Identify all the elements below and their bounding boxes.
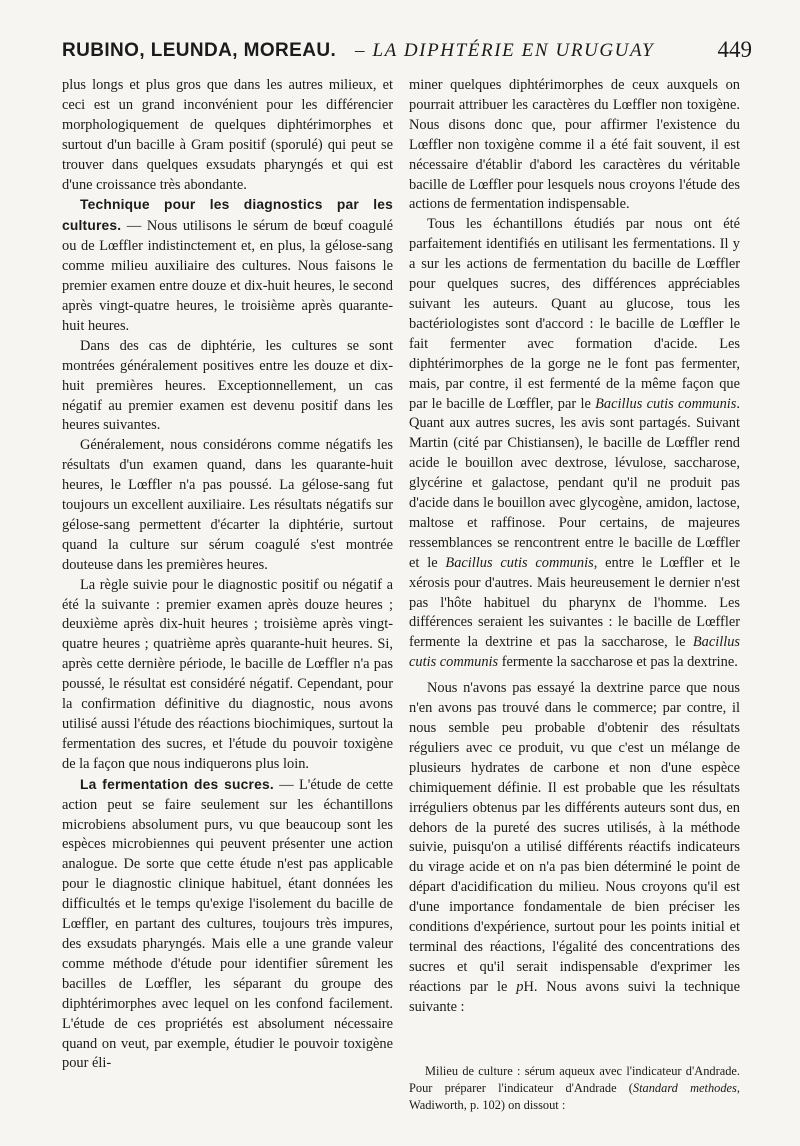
running-header <box>62 37 752 76</box>
species-name: Bacillus cutis communis <box>409 634 741 671</box>
paragraph-continuation-right: miner quelques diphtérimorphes de ceux auxquels on pourrait attribuer les caractères du Lœffler non toxigène. Nous disons donc que, pour affirmer l'existence du Lœffler non toxigène comme il a été fait souvent, il est nécessaire d'établir d'abord les caractères du véritable bacille de Lœffler pour lesquels nous croyons l'étude des actions de fermentation indispensable. <box>409 77 740 213</box>
paragraph-diagnostic-rule: La règle suivie pour le diagnostic positif ou négatif a été la suivante : premier examen après douze heures ; deuxième après dix-huit heures ; troisième après vingt-quatre heures ; quatrième après quarante-huit heures. Si, après cette dernière période, le bacille de Lœffler n'a pas poussé, le résultat est considéré négatif. Cependant, pour la confirmation définitive du diagnostic, nous avons utilisé aussi l'étude des réactions biochimiques, surtout la fermentation des sucres, et l'étude du pouvoir toxigène de la façon que nous indiquerons plus loin. <box>62 576 393 772</box>
header-authors: RUBINO, LEUNDA, MOREAU. <box>62 40 337 61</box>
paragraph-fermentation-text: — L'étude de cette action peut se faire seulement sur les échantillons microbiens absolument purs, vu que beaucoup sont les espèces microbiennes qui peuvent présenter une action analogue. De sorte que cette étude n'est pas applicable pour le diagnostic clinique habituel, étant données les difficultés et le temps qu'exige l'isolement du bacille de Lœffler, en partant des cultures, toujours très impures, des exsudats pharyngés. Mais elle a une grande valeur comme méthode d'étude pour identifier sûrement les bacilles de Lœffler, les séparant du groupe des diphtérimorphes avec lequel on les confond facilement. L'étude de ces propriétés est absolument nécessaire quand on veut, par exemple, étudier le pouvoir toxigène pour éli- <box>62 776 393 1072</box>
text-run: , Wadiworth, p. 102) on dissout : <box>409 1081 740 1112</box>
page-number: 449 <box>717 37 752 62</box>
header-title-group <box>355 40 654 62</box>
header-dash: – <box>355 40 367 61</box>
text-run: Milieu de culture : sérum aqueux avec l'indicateur d'Andrade. Pour préparer l'indicateur d'Andrade ( <box>409 1064 740 1095</box>
left-column <box>62 76 393 1074</box>
paragraph-negative-results: Généralement, nous considérons comme négatifs les résultats d'un examen quand, dans les quarante-huit heures, le Lœffler n'a pas poussé. La gélose-sang fut toujours un excellent auxiliaire. Les résultats négatifs sur gélose-sang permettent d'écarter la diphtérie, surtout quand la culture sur sérum coagulé s'est montrée douteuse dans les premières heures. <box>62 437 393 573</box>
text-run: . Quant aux autres sucres, les avis sont partagés. Suivant Martin (cité par Chistiansen), le bacille de Lœffler rend acide le bouillon avec dextrose, lévulose, saccharose, glycérine et galactose, pendant qu'il ne produit pas d'acide dans le bouillon avec glycogène, amidon, lactose, maltose et raffinose. Pour certains, de majeures ressemblances se rencontrent entre le bacille de Lœffler et le <box>409 395 740 571</box>
species-name: Bacillus cutis communis <box>445 554 594 571</box>
text-run: Tous les échantillons étudiés par nous ont été parfaitement identifiés en utilisant les fermentations. Il y a sur les actions de fermentation du bacille de Lœffler pour quelques sucres, des différences appréciables suivant les auteurs. Quant au glucose, tous les bactériologistes sont d'accord : le bacille de Lœffler le fait fermenter avec formation d'acide. Les diphtérimorphes de la gorge ne le font pas fermenter, mais, par contre, il est fermenté de la même façon que par le bacille de Lœffler, par le <box>409 216 740 412</box>
reference-title: Standard methodes <box>632 1081 737 1095</box>
right-column <box>409 76 740 1018</box>
ph-symbol: p <box>516 978 524 995</box>
footnote-culture-medium <box>409 1063 740 1114</box>
text-run: , entre le Lœffler et le xérosis pour d'autres. Mais heureusement le dernier n'est pas l'hôte habituel du pharynx de l'homme. Les différences seraient les suivantes : le bacille de Lœffler fermente la dextrine et pas la saccharose, le <box>409 554 740 651</box>
text-run: H. Nous avons suivi la technique suivante : <box>409 978 740 1015</box>
section-heading-fermentation: La fermentation des sucres. <box>80 776 274 792</box>
text-run: fermente la saccharose et pas la dextrine. <box>498 654 738 671</box>
section-heading-technique: Technique pour les diagnostics par les cultures. <box>62 197 393 234</box>
paragraph-technique-text: — Nous utilisons le sérum de bœuf coagulé ou de Lœffler indistinctement et, en plus, la gélose-sang comme milieu auxiliaire des cultures. Nous faisons le premier examen entre douze et dix-huit heures, le second après vingt-quatre heures, le troisième après quarante-huit heures. <box>62 218 393 334</box>
paragraph-dextrine <box>409 679 740 1017</box>
paragraph-continuation: plus longs et plus gros que dans les autres milieux, et ceci est un grand inconvénient pour les différencier morphologiquement de quelques diphtérimorphes et surtout d'un bacille à Gram positif (sporulé) qui peut se trouver dans quelques exsudats pharyngés et qui est d'une croissance très abondante. <box>62 77 393 193</box>
text-run: Nous n'avons pas essayé la dextrine parce que nous n'en avons pas trouvé dans le commerce; par contre, il nous semble peu probable d'obtenir des résultats réguliers avec ce produit, vu que c'est un mélange de plusieurs hydrates de carbone et non d'une espèce chimiquement définie. Il est probable que les résultats irréguliers obtenus par les différents auteurs sont dus, en dehors de la pureté des sucres utilisés, à la méthode suivie, puisqu'on a utilisé différents réactifs indicateurs du virage acide et on n'a pas bien déterminé le point de départ d'acidification du milieu. Nous croyons qu'il est d'une importance fondamentale de bien préciser les conditions d'expérience, surtout pour les points initial et terminal des réactions, l'égalité des concentrations des sucres et qu'il serait indispensable d'exprimer les réactions par le <box>409 680 740 995</box>
paragraph-fermentation <box>62 775 393 1075</box>
paragraph-diphtheria-cases: Dans des cas de diphtérie, les cultures se sont montrées généralement positives entre les douze et dix-huit premières heures. Exceptionnellement, un cas négatif au premier examen est devenu positif dans les heures suivantes. <box>62 337 393 434</box>
header-title: LA DIPHTÉRIE EN URUGUAY <box>372 40 655 61</box>
species-name: Bacillus cutis communis <box>595 395 737 412</box>
paragraph-identification <box>409 215 740 673</box>
paragraph-technique <box>62 195 393 336</box>
